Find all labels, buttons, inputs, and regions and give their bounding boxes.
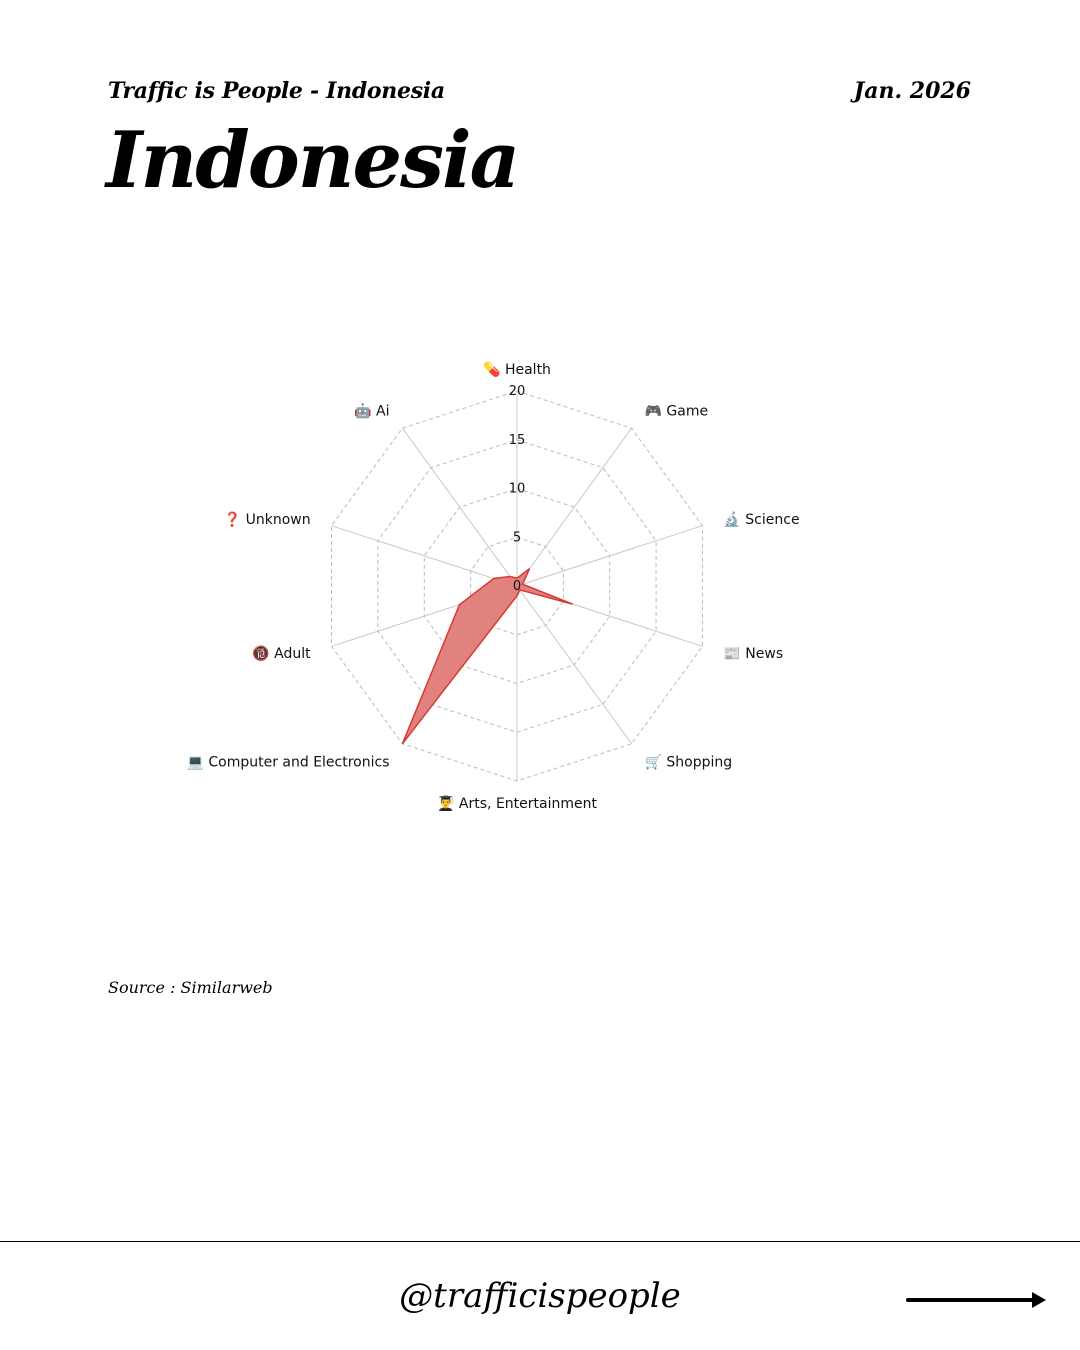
tick-label-10: 10 bbox=[508, 481, 526, 497]
axis-label-0 bbox=[483, 360, 551, 378]
axis-label-7 bbox=[252, 645, 311, 662]
spoke-1 bbox=[517, 428, 632, 586]
tick-label-5: 5 bbox=[512, 530, 522, 546]
tick-label-15: 15 bbox=[508, 432, 526, 448]
footer-divider bbox=[0, 1241, 1080, 1242]
axis-label-5 bbox=[437, 795, 597, 812]
spoke-9 bbox=[402, 428, 517, 586]
axis-label-2 bbox=[723, 510, 799, 528]
axis-label-8 bbox=[224, 511, 311, 528]
category-icon: 💻 bbox=[186, 754, 209, 771]
category-label: Arts, Entertainment bbox=[458, 796, 597, 812]
tick-label-0: 0 bbox=[512, 579, 522, 594]
radar-data bbox=[402, 569, 572, 744]
category-label: Health bbox=[504, 362, 551, 378]
axis-label-9 bbox=[354, 402, 389, 419]
source-note: Source : Similarweb bbox=[108, 978, 273, 997]
axis-label-3 bbox=[723, 646, 783, 662]
axis-label-1 bbox=[645, 403, 709, 419]
category-label: Computer and Electronics bbox=[208, 754, 390, 771]
axis-label-6 bbox=[186, 755, 389, 771]
category-label: Shopping bbox=[666, 754, 733, 771]
category-icon: 📰 bbox=[723, 646, 746, 663]
axis-label-4 bbox=[645, 754, 733, 771]
page-title: Indonesia bbox=[106, 115, 519, 206]
category-label: Science bbox=[745, 511, 800, 528]
footer-handle: @trafficispeople bbox=[399, 1276, 681, 1316]
series-title: Traffic is People - Indonesia bbox=[108, 78, 445, 104]
category-icon: 🤖 bbox=[354, 403, 377, 420]
series-area bbox=[402, 569, 572, 744]
category-icon: 🛒 bbox=[644, 754, 667, 771]
date-label: Jan. 2026 bbox=[853, 78, 971, 104]
category-icon: ❓ bbox=[223, 511, 246, 528]
category-icon: 👨‍🎓 bbox=[437, 796, 459, 812]
category-label: Ai bbox=[376, 403, 390, 420]
category-icon: 💊 bbox=[483, 362, 505, 378]
category-label: Unknown bbox=[245, 511, 311, 528]
category-label: Game bbox=[666, 403, 709, 420]
next-arrow-icon[interactable] bbox=[906, 1288, 1048, 1312]
category-label: News bbox=[745, 646, 784, 663]
category-icon: 🔞 bbox=[252, 646, 275, 663]
category-label: Adult bbox=[274, 646, 311, 663]
category-icon: 🎮 bbox=[644, 403, 667, 420]
category-icon: 🔬 bbox=[723, 511, 746, 528]
spoke-4 bbox=[517, 586, 632, 744]
tick-label-20: 20 bbox=[508, 384, 526, 399]
spoke-8 bbox=[332, 526, 518, 586]
